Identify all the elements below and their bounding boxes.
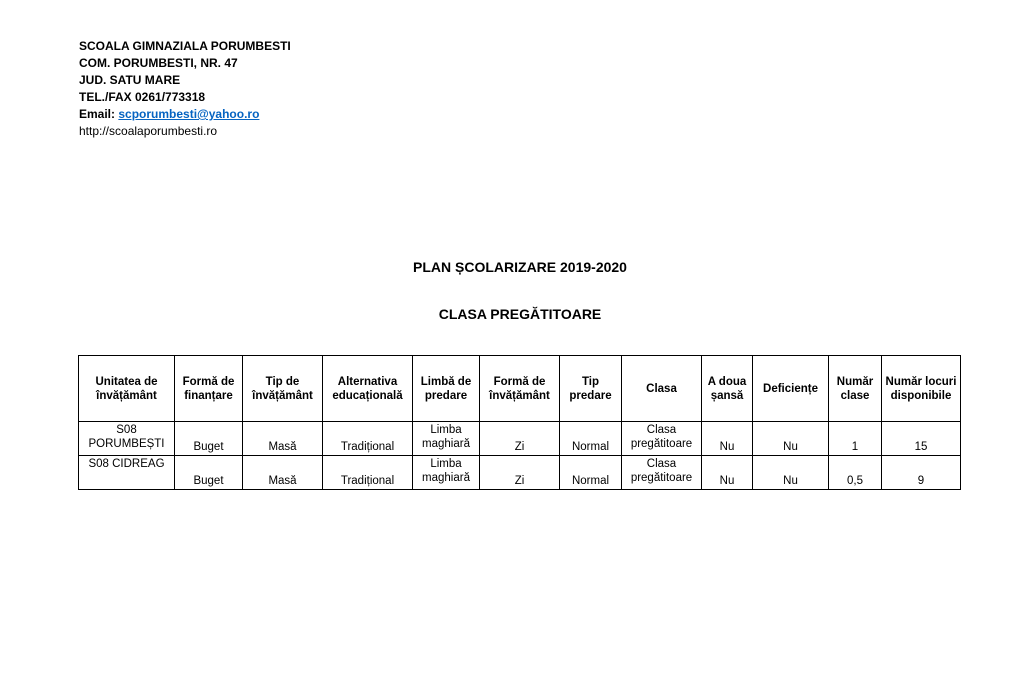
- table-cell: Nu: [753, 456, 829, 490]
- page-title: PLAN ȘCOLARIZARE 2019-2020: [413, 259, 627, 275]
- table-row: [79, 422, 961, 456]
- column-header: Număr clase: [829, 356, 882, 422]
- column-header: Unitatea de învățământ: [79, 356, 175, 422]
- school-address: COM. PORUMBESTI, NR. 47: [79, 56, 238, 70]
- table-header-row: [79, 356, 961, 422]
- table-cell: Clasa pregătitoare: [622, 456, 702, 490]
- table-cell: Tradițional: [323, 422, 413, 456]
- email-label: Email:: [79, 107, 119, 121]
- column-header: Clasa: [622, 356, 702, 422]
- school-email-line: [79, 106, 291, 123]
- school-letterhead: [79, 38, 291, 140]
- column-header: Număr locuri disponibile: [882, 356, 961, 422]
- table-cell: Buget: [175, 422, 243, 456]
- school-name: SCOALA GIMNAZIALA PORUMBESTI: [79, 39, 291, 53]
- table-cell: Buget: [175, 456, 243, 490]
- column-header: Tip de învățământ: [243, 356, 323, 422]
- column-header: Alternativa educațională: [323, 356, 413, 422]
- schooling-plan-table: [78, 355, 961, 490]
- table-cell: Normal: [560, 422, 622, 456]
- email-link[interactable]: scporumbesti@yahoo.ro: [118, 107, 260, 121]
- table-cell: Masă: [243, 422, 323, 456]
- column-header: A doua șansă: [702, 356, 753, 422]
- table-cell: Clasa pregătitoare: [622, 422, 702, 456]
- table-cell: 15: [882, 422, 961, 456]
- school-phone: TEL./FAX 0261/773318: [79, 90, 206, 104]
- table-cell: Zi: [480, 422, 560, 456]
- table-cell: Zi: [480, 456, 560, 490]
- school-website[interactable]: http://scoalaporumbesti.ro: [79, 124, 218, 138]
- table-cell: S08 CIDREAG: [79, 456, 175, 490]
- table-cell: Tradițional: [323, 456, 413, 490]
- table-cell: 0,5: [829, 456, 882, 490]
- table-cell: Masă: [243, 456, 323, 490]
- table-cell: Limba maghiară: [413, 456, 480, 490]
- table-cell: Limba maghiară: [413, 422, 480, 456]
- column-header: Formă de finanțare: [175, 356, 243, 422]
- table-cell: 9: [882, 456, 961, 490]
- column-header: Formă de învățământ: [480, 356, 560, 422]
- school-county: JUD. SATU MARE: [79, 73, 181, 87]
- column-header: Limbă de predare: [413, 356, 480, 422]
- column-header: Tip predare: [560, 356, 622, 422]
- table-cell: Nu: [702, 422, 753, 456]
- table-cell: Normal: [560, 456, 622, 490]
- column-header: Deficiențe: [753, 356, 829, 422]
- table-cell: Nu: [702, 456, 753, 490]
- page-subtitle: CLASA PREGĂTITOARE: [438, 306, 602, 322]
- table-row: [79, 456, 961, 490]
- table-cell: Nu: [753, 422, 829, 456]
- table-cell: S08 PORUMBEȘTI: [79, 422, 175, 456]
- table-cell: 1: [829, 422, 882, 456]
